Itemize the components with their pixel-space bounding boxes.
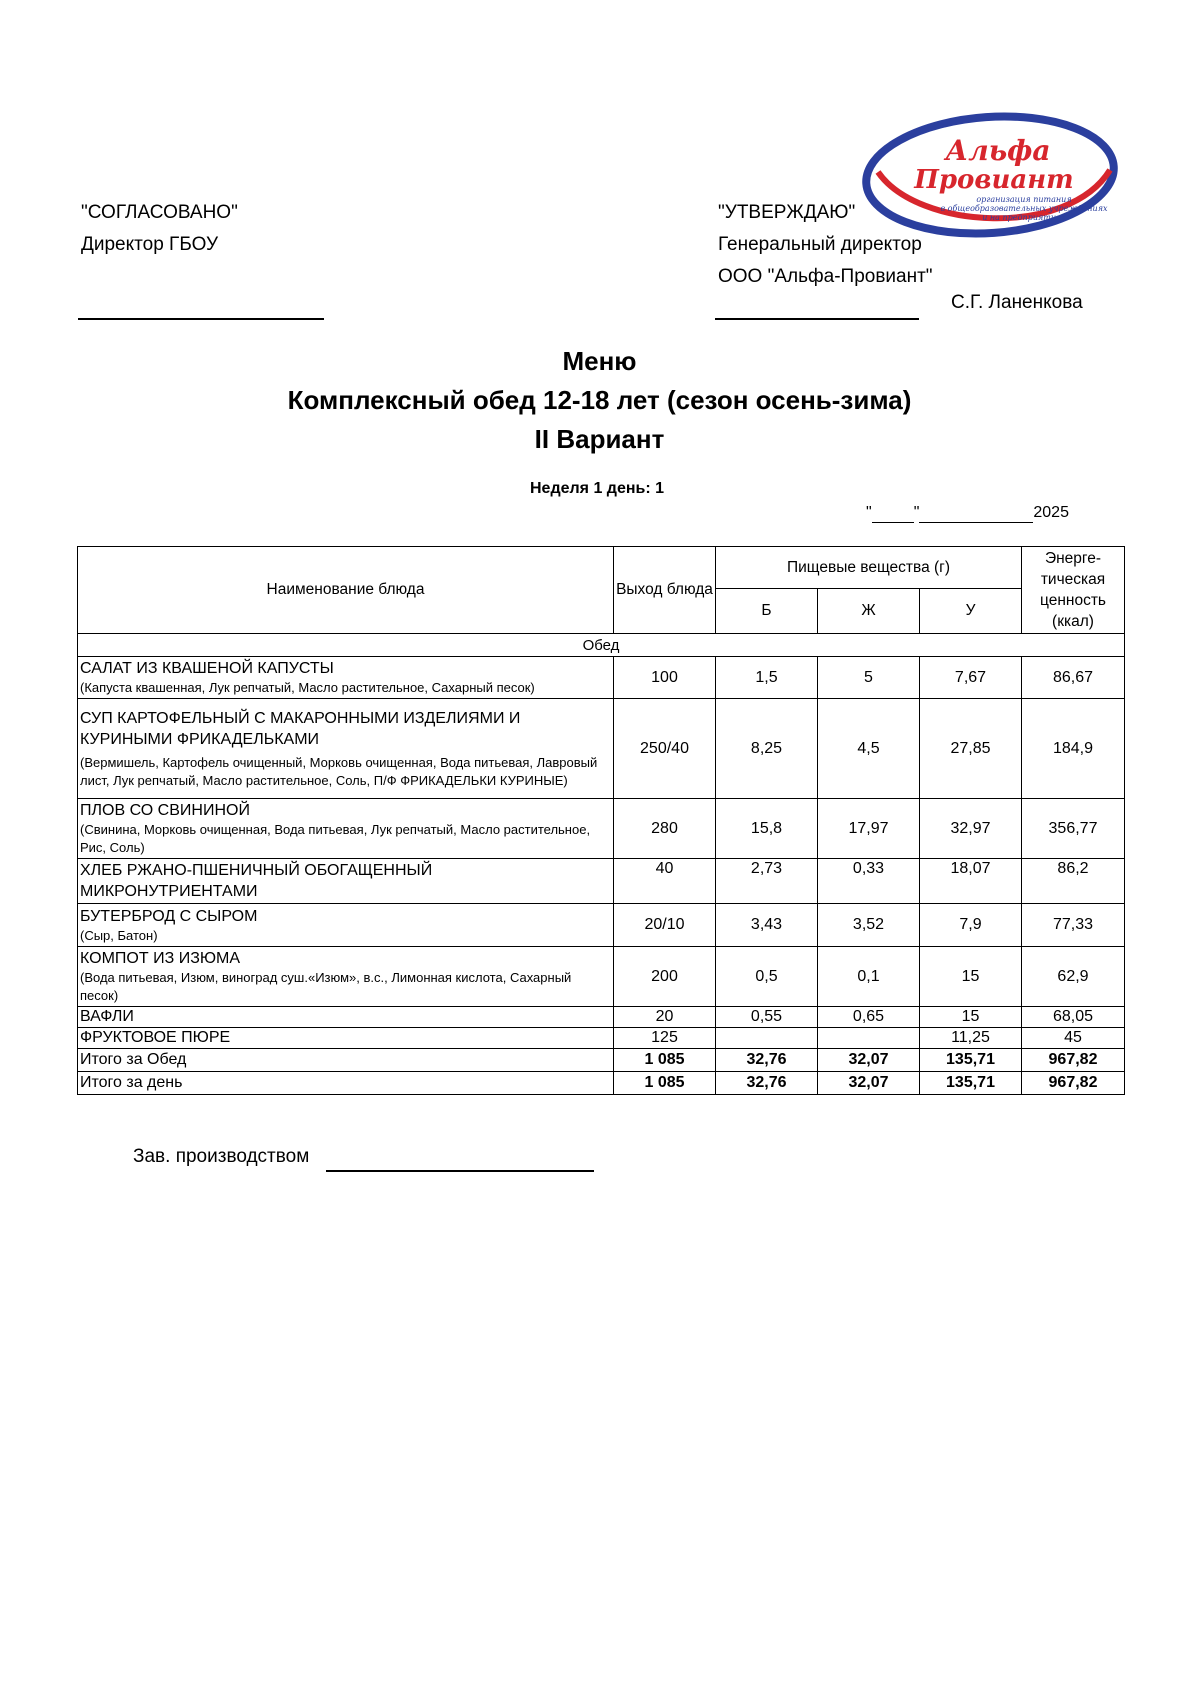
dish-cell bbox=[78, 904, 614, 947]
dish-composition: (Вода питьевая, Изюм, виноград суш.«Изюм», в.с., Лимонная кислота, Сахарный песок) bbox=[80, 970, 572, 1003]
dish-protein: 3,43 bbox=[716, 904, 818, 947]
table-row bbox=[78, 657, 1125, 699]
dish-carbs: 7,9 bbox=[920, 904, 1022, 947]
total-fat: 32,07 bbox=[818, 1072, 920, 1095]
dish-fat: 0,33 bbox=[818, 859, 920, 904]
table-row bbox=[78, 859, 1125, 904]
dish-energy: 68,05 bbox=[1022, 1007, 1125, 1028]
dish-energy: 77,33 bbox=[1022, 904, 1125, 947]
total-yield: 1 085 bbox=[614, 1049, 716, 1072]
date-day-blank bbox=[872, 504, 914, 523]
header-energy: Энерге-тическая ценность (ккал) bbox=[1022, 547, 1125, 634]
total-label: Итого за Обед bbox=[78, 1049, 614, 1072]
dish-protein: 0,55 bbox=[716, 1007, 818, 1028]
signature-line-left bbox=[78, 318, 324, 320]
dish-protein: 15,8 bbox=[716, 799, 818, 859]
dish-name: САЛАТ ИЗ КВАШЕНОЙ КАПУСТЫ bbox=[80, 660, 334, 677]
dish-protein bbox=[716, 1028, 818, 1049]
dish-name: СУП КАРТОФЕЛЬНЫЙ С МАКАРОННЫМИ ИЗДЕЛИЯМИ И КУРИНЫМИ ФРИКАДЕЛЬКАМИ bbox=[80, 709, 521, 748]
signature-line-right bbox=[715, 318, 919, 320]
header-carbs: У bbox=[920, 589, 1022, 634]
dish-yield: 125 bbox=[614, 1028, 716, 1049]
header-nutrients: Пищевые вещества (г) bbox=[716, 547, 1022, 589]
logo-line1: Альфа bbox=[945, 134, 1051, 167]
approval-left-title: "СОГЛАСОВАНО" bbox=[81, 202, 238, 223]
dish-name: БУТЕРБРОД С СЫРОМ bbox=[80, 907, 258, 925]
section-label: Обед bbox=[78, 634, 1125, 657]
dish-protein: 8,25 bbox=[716, 699, 818, 799]
total-protein: 32,76 bbox=[716, 1049, 818, 1072]
dish-energy: 356,77 bbox=[1022, 799, 1125, 859]
total-row-day bbox=[78, 1072, 1125, 1095]
date-quote-close: " bbox=[913, 504, 920, 521]
table-row bbox=[78, 947, 1125, 1007]
approval-right-company: ООО "Альфа-Провиант" bbox=[718, 266, 933, 287]
total-yield: 1 085 bbox=[614, 1072, 716, 1095]
total-carbs: 135,71 bbox=[920, 1072, 1022, 1095]
dish-yield: 100 bbox=[614, 657, 716, 699]
dish-yield: 250/40 bbox=[614, 699, 716, 799]
dish-carbs: 15 bbox=[920, 1007, 1022, 1028]
table-row bbox=[78, 1028, 1125, 1049]
approval-right-title: "УТВЕРЖДАЮ" bbox=[718, 202, 856, 223]
dish-fat: 5 bbox=[818, 657, 920, 699]
dish-fat bbox=[818, 1028, 920, 1049]
dish-fat: 0,1 bbox=[818, 947, 920, 1007]
dish-carbs: 27,85 bbox=[920, 699, 1022, 799]
dish-carbs: 11,25 bbox=[920, 1028, 1022, 1049]
approval-right-position: Генеральный директор bbox=[718, 234, 922, 255]
dish-protein: 2,73 bbox=[716, 859, 818, 904]
dish-energy: 62,9 bbox=[1022, 947, 1125, 1007]
dish-protein: 1,5 bbox=[716, 657, 818, 699]
dish-energy: 86,67 bbox=[1022, 657, 1125, 699]
date-field bbox=[866, 504, 1069, 523]
dish-composition: (Вермишель, Картофель очищенный, Морковь очищенная, Вода питьевая, Лавровый лист, Лук репчатый, Масло растительное, Соль, П/Ф ФРИКАДЕЛЬКИ КУРИНЫЕ) bbox=[80, 754, 598, 788]
dish-name: ХЛЕБ РЖАНО-ПШЕНИЧНЫЙ ОБОГАЩЕННЫЙ МИКРОНУТРИЕНТАМИ bbox=[80, 862, 433, 900]
dish-energy: 45 bbox=[1022, 1028, 1125, 1049]
dish-carbs: 7,67 bbox=[920, 657, 1022, 699]
dish-cell bbox=[78, 1007, 614, 1028]
dish-name: ФРУКТОВОЕ ПЮРЕ bbox=[80, 1029, 231, 1046]
table-row bbox=[78, 699, 1125, 799]
table-row bbox=[78, 1007, 1125, 1028]
dish-energy: 86,2 bbox=[1022, 859, 1125, 904]
dish-composition: (Капуста квашенная, Лук репчатый, Масло растительное, Сахарный песок) bbox=[80, 680, 535, 695]
dish-name: ВАФЛИ bbox=[80, 1008, 134, 1025]
header-dish-name: Наименование блюда bbox=[78, 547, 614, 634]
date-month-blank bbox=[919, 504, 1033, 523]
dish-cell bbox=[78, 947, 614, 1007]
dish-yield: 20 bbox=[614, 1007, 716, 1028]
dish-name: ПЛОВ СО СВИНИНОЙ bbox=[80, 802, 250, 819]
total-protein: 32,76 bbox=[716, 1072, 818, 1095]
table-row bbox=[78, 904, 1125, 947]
date-year: 2025 bbox=[1033, 504, 1069, 521]
logo-tagline1: организация питания bbox=[976, 195, 1072, 204]
dish-cell bbox=[78, 699, 614, 799]
approval-left bbox=[81, 197, 238, 261]
dish-fat: 3,52 bbox=[818, 904, 920, 947]
page-variant: II Вариант bbox=[534, 424, 665, 454]
total-row-lunch bbox=[78, 1049, 1125, 1072]
week-day-label: Неделя 1 день: 1 bbox=[530, 480, 665, 497]
total-carbs: 135,71 bbox=[920, 1049, 1022, 1072]
dish-protein: 0,5 bbox=[716, 947, 818, 1007]
date-quote-open: " bbox=[866, 504, 872, 521]
dish-yield: 40 bbox=[614, 859, 716, 904]
dish-cell bbox=[78, 1028, 614, 1049]
dish-yield: 280 bbox=[614, 799, 716, 859]
dish-energy: 184,9 bbox=[1022, 699, 1125, 799]
table-row bbox=[78, 799, 1125, 859]
header-yield: Выход блюда bbox=[614, 547, 716, 634]
dish-fat: 4,5 bbox=[818, 699, 920, 799]
dish-cell bbox=[78, 657, 614, 699]
total-energy: 967,82 bbox=[1022, 1049, 1125, 1072]
total-fat: 32,07 bbox=[818, 1049, 920, 1072]
section-row bbox=[78, 634, 1125, 657]
total-label: Итого за день bbox=[78, 1072, 614, 1095]
header-protein: Б bbox=[716, 589, 818, 634]
page-title: Меню bbox=[562, 346, 637, 376]
logo-line2: Провиант bbox=[914, 165, 1074, 195]
dish-composition: (Свинина, Морковь очищенная, Вода питьевая, Лук репчатый, Масло растительное, Рис, Соль) bbox=[80, 822, 591, 855]
dish-carbs: 32,97 bbox=[920, 799, 1022, 859]
header-fat: Ж bbox=[818, 589, 920, 634]
dish-yield: 200 bbox=[614, 947, 716, 1007]
dish-composition: (Сыр, Батон) bbox=[80, 927, 158, 943]
footer-label: Зав. производством bbox=[133, 1146, 310, 1167]
dish-carbs: 15 bbox=[920, 947, 1022, 1007]
dish-carbs: 18,07 bbox=[920, 859, 1022, 904]
dish-fat: 17,97 bbox=[818, 799, 920, 859]
dish-fat: 0,65 bbox=[818, 1007, 920, 1028]
total-energy: 967,82 bbox=[1022, 1072, 1125, 1095]
footer-signature-line bbox=[326, 1170, 594, 1172]
dish-name: КОМПОТ ИЗ ИЗЮМА bbox=[80, 950, 241, 967]
approval-signer: С.Г. Ланенкова bbox=[951, 292, 1083, 313]
logo-tagline3: и на предприятиях bbox=[982, 213, 1066, 222]
dish-cell bbox=[78, 859, 614, 904]
dish-yield: 20/10 bbox=[614, 904, 716, 947]
logo-tagline2: в общеобразовательных учреждениях bbox=[940, 204, 1108, 213]
approval-left-position: Директор ГБОУ bbox=[81, 234, 219, 255]
page-subtitle: Комплексный обед 12-18 лет (сезон осень-зима) bbox=[287, 385, 912, 415]
company-logo-icon bbox=[858, 110, 1122, 240]
dish-cell bbox=[78, 799, 614, 859]
menu-table bbox=[77, 546, 1125, 1095]
